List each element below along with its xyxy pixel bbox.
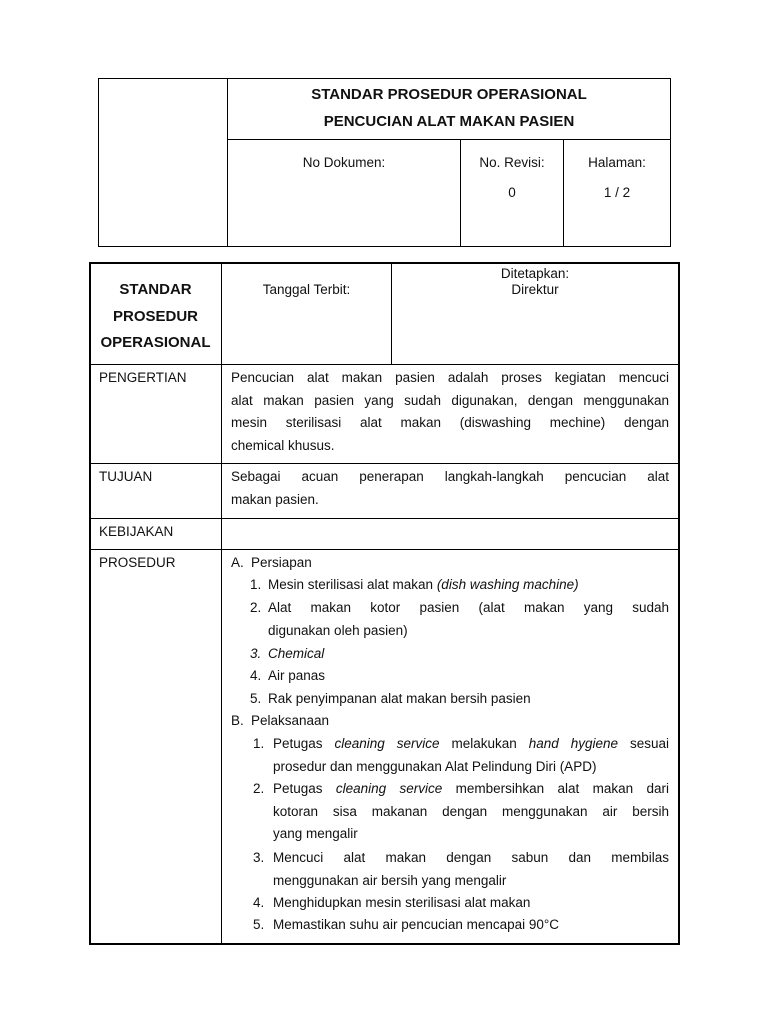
kebijakan-label: KEBIJAKAN <box>99 524 174 539</box>
b1-italic: cleaning service <box>334 736 440 751</box>
b2-text <box>273 778 669 846</box>
a2-text <box>268 597 669 642</box>
section-a-title: Persiapan <box>251 555 312 570</box>
no-revisi-value: 0 <box>508 185 516 200</box>
a2-line: Alat makan kotor pasien (alat makan yang sudah <box>268 600 669 615</box>
prosedur-label: PROSEDUR <box>99 555 176 570</box>
pengertian-line: alat makan pasien yang sudah digunakan, dengan menggunakan <box>231 392 669 408</box>
b2-line: yang mengalir <box>273 826 358 841</box>
b2-italic: cleaning service <box>335 781 443 796</box>
sop-label-standar: STANDAR <box>119 281 192 298</box>
b2-line <box>273 778 669 801</box>
pengertian-line: chemical khusus. <box>231 437 335 453</box>
b1-italic: hand hygiene <box>528 736 618 751</box>
b2-line: kotoran sisa makanan dengan menggunakan air bersih <box>273 803 669 819</box>
b1-number: 1. <box>253 736 265 751</box>
b5-number: 5. <box>253 917 265 932</box>
a5-number: 5. <box>250 691 262 706</box>
b3-line: menggunakan air bersih yang mengalir <box>273 872 507 888</box>
section-a-marker: A. <box>231 555 244 570</box>
ditetapkan-label: Ditetapkan: <box>500 266 570 281</box>
halaman-value: 1 / 2 <box>603 185 631 200</box>
b5-text: Memastikan suhu air pencucian mencapai 90°C <box>273 917 560 932</box>
pengertian-text <box>231 367 669 457</box>
sop-label-operasional: OPERASIONAL <box>100 334 211 351</box>
a5-text: Rak penyimpanan alat makan bersih pasien <box>268 691 531 706</box>
a3-text: Chemical <box>268 646 325 661</box>
b1-plain: sesuai <box>618 736 669 751</box>
tujuan-label: TUJUAN <box>99 469 153 484</box>
b1-plain: Petugas <box>273 736 335 751</box>
b3-text <box>273 847 669 892</box>
a4-text: Air panas <box>268 668 326 683</box>
document-title-line1: STANDAR PROSEDUR OPERASIONAL <box>311 86 587 103</box>
tanggal-terbit-label: Tanggal Terbit: <box>262 282 351 297</box>
a1-text <box>268 575 579 595</box>
b1-line: prosedur dan menggunakan Alat Pelindung Diri (APD) <box>273 758 597 774</box>
b3-number: 3. <box>253 850 265 865</box>
a1-text-italic: (dish washing machine) <box>436 577 579 592</box>
a4-number: 4. <box>250 668 262 683</box>
pengertian-label: PENGERTIAN <box>99 370 187 385</box>
b4-number: 4. <box>253 895 265 910</box>
b2-plain: membersihkan alat makan dari <box>442 781 669 796</box>
tujuan-text <box>231 466 669 511</box>
b1-plain: melakukan <box>439 736 529 751</box>
no-revisi-label: No. Revisi: <box>479 155 545 170</box>
a2-line: digunakan oleh pasien) <box>268 622 408 638</box>
document-title-line2: PENCUCIAN ALAT MAKAN PASIEN <box>323 113 575 130</box>
a1-text-plain: Mesin sterilisasi alat makan <box>268 577 437 592</box>
b1-text <box>273 733 669 778</box>
tujuan-line: makan pasien. <box>231 491 319 507</box>
b2-plain: Petugas <box>273 781 336 796</box>
a2-number: 2. <box>250 600 262 615</box>
halaman-label: Halaman: <box>588 155 646 170</box>
a1-number: 1. <box>250 577 262 592</box>
a3-number: 3. <box>250 646 262 661</box>
ditetapkan-value: Direktur <box>511 282 559 297</box>
b4-text: Menghidupkan mesin sterilisasi alat makan <box>273 895 531 910</box>
sop-label-prosedur: PROSEDUR <box>112 308 198 325</box>
b3-line: Mencuci alat makan dengan sabun dan membilas <box>273 850 669 865</box>
b2-number: 2. <box>253 781 265 796</box>
no-dokumen-label: No Dokumen: <box>302 155 386 170</box>
tujuan-line: Sebagai acuan penerapan langkah-langkah pencucian alat <box>231 469 669 484</box>
section-b-title: Pelaksanaan <box>251 713 330 728</box>
b1-line <box>273 733 669 756</box>
pengertian-line: Pencucian alat makan pasien adalah proses kegiatan mencuci <box>231 370 669 385</box>
section-b-marker: B. <box>231 713 244 728</box>
pengertian-line: mesin sterilisasi alat makan (diswashing mechine) dengan <box>231 415 669 430</box>
